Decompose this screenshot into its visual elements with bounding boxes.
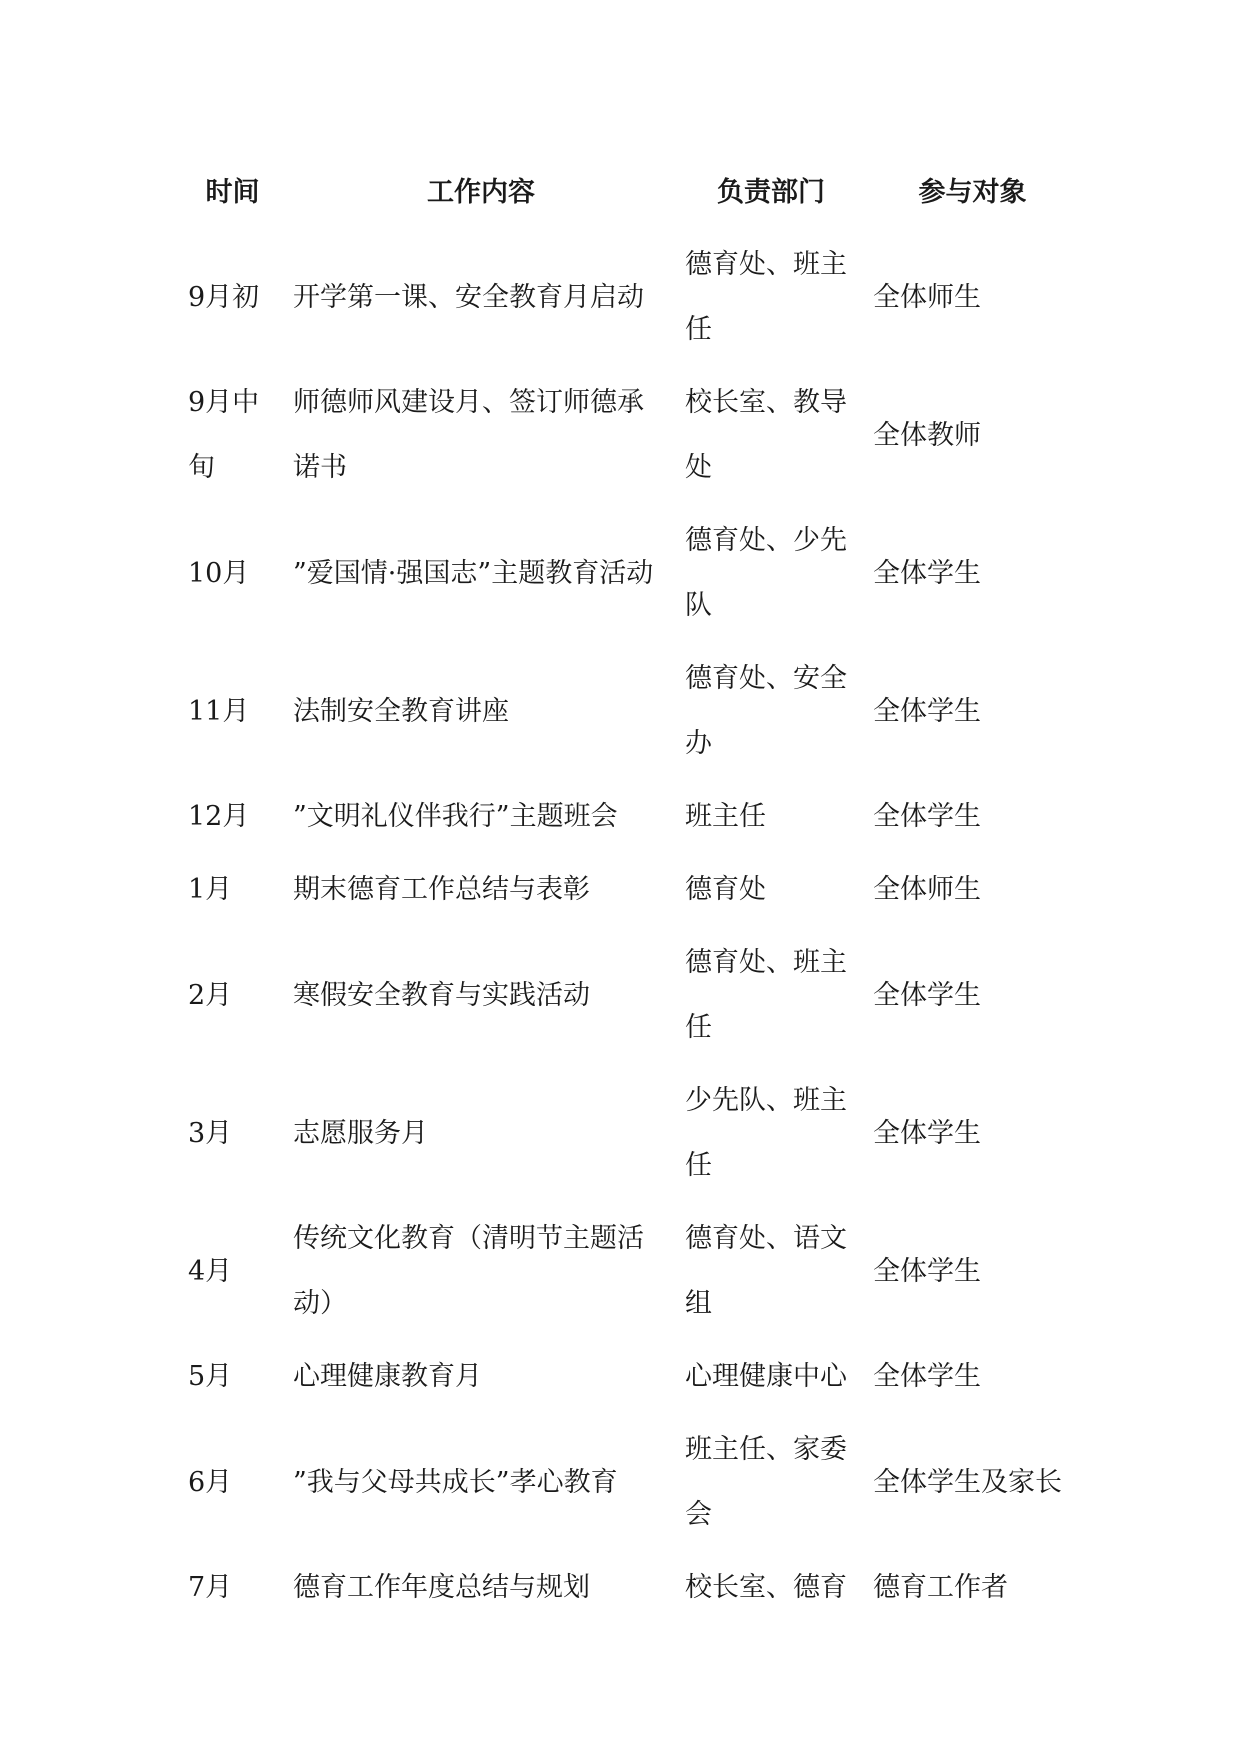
cell-target: 全体学生 (873, 557, 981, 589)
cell-time: 9月初 (188, 281, 260, 313)
cell-target: 全体学生及家长 (873, 1466, 1062, 1498)
table-row (180, 780, 1080, 853)
cell-dept: 德育处、语文组 (685, 1223, 847, 1319)
cell-target: 全体学生 (873, 1361, 981, 1392)
cell-time: 1月 (188, 874, 233, 905)
table-row (180, 853, 1080, 926)
cell-dept: 德育处、安全办 (685, 663, 847, 759)
cell-target: 德育工作者 (873, 1572, 1008, 1603)
table-row (180, 366, 1080, 504)
header-content: 工作内容 (427, 176, 535, 208)
cell-dept: 班主任 (685, 801, 766, 832)
cell-dept: 德育处、班主任 (685, 947, 847, 1043)
table-row (180, 926, 1080, 1064)
cell-dept: 校长室、教导处 (685, 387, 847, 483)
cell-time: 3月 (188, 1117, 233, 1149)
cell-content: 法制安全教育讲座 (293, 695, 509, 727)
table-header-row (180, 150, 1080, 228)
cell-dept: 德育处 (685, 874, 766, 905)
table-row (180, 228, 1080, 366)
cell-content: 寒假安全教育与实践活动 (293, 979, 590, 1011)
table-row (180, 504, 1080, 642)
cell-dept: 心理健康中心 (685, 1361, 847, 1392)
cell-content: ”文明礼仪伴我行”主题班会 (293, 801, 618, 832)
cell-content: ”我与父母共成长”孝心教育 (293, 1466, 618, 1498)
cell-content: 志愿服务月 (293, 1117, 428, 1149)
table-row (180, 1413, 1080, 1551)
cell-target: 全体学生 (873, 695, 981, 727)
cell-time: 7月 (188, 1572, 233, 1603)
header-time: 时间 (205, 176, 260, 208)
cell-dept: 德育处、班主任 (685, 249, 847, 345)
cell-content: 德育工作年度总结与规划 (293, 1572, 590, 1603)
cell-time: 6月 (188, 1466, 233, 1498)
header-target: 参与对象 (918, 176, 1027, 208)
cell-content: 师德师风建设月、签订师德承诺书 (293, 387, 644, 483)
table-row (180, 1551, 1080, 1624)
cell-content: 开学第一课、安全教育月启动 (293, 281, 644, 313)
header-dept: 负责部门 (717, 176, 825, 208)
cell-content: 传统文化教育（清明节主题活动） (293, 1223, 644, 1319)
cell-dept: 校长室、德育 (685, 1572, 847, 1603)
cell-time: 9月中旬 (188, 387, 260, 483)
cell-target: 全体学生 (873, 801, 981, 832)
cell-time: 12月 (188, 801, 250, 832)
cell-content: ”爱国情·强国志”主题教育活动 (293, 557, 654, 589)
cell-target: 全体学生 (873, 1255, 981, 1287)
cell-time: 11月 (188, 695, 250, 727)
cell-target: 全体师生 (873, 874, 981, 905)
cell-time: 4月 (188, 1255, 233, 1287)
table-row (180, 1064, 1080, 1202)
cell-content: 期末德育工作总结与表彰 (293, 874, 590, 905)
cell-time: 5月 (188, 1361, 233, 1392)
table-row (180, 1340, 1080, 1413)
table-row (180, 642, 1080, 780)
cell-content: 心理健康教育月 (293, 1361, 482, 1392)
cell-time: 2月 (188, 979, 233, 1011)
schedule-table (180, 150, 1080, 1624)
cell-time: 10月 (188, 557, 250, 589)
cell-target: 全体学生 (873, 979, 981, 1011)
cell-dept: 德育处、少先队 (685, 525, 847, 621)
cell-dept: 少先队、班主任 (685, 1085, 847, 1181)
table-row (180, 1202, 1080, 1340)
cell-target: 全体学生 (873, 1117, 981, 1149)
cell-target: 全体师生 (873, 281, 981, 313)
cell-target: 全体教师 (873, 419, 981, 451)
cell-dept: 班主任、家委会 (685, 1434, 847, 1530)
